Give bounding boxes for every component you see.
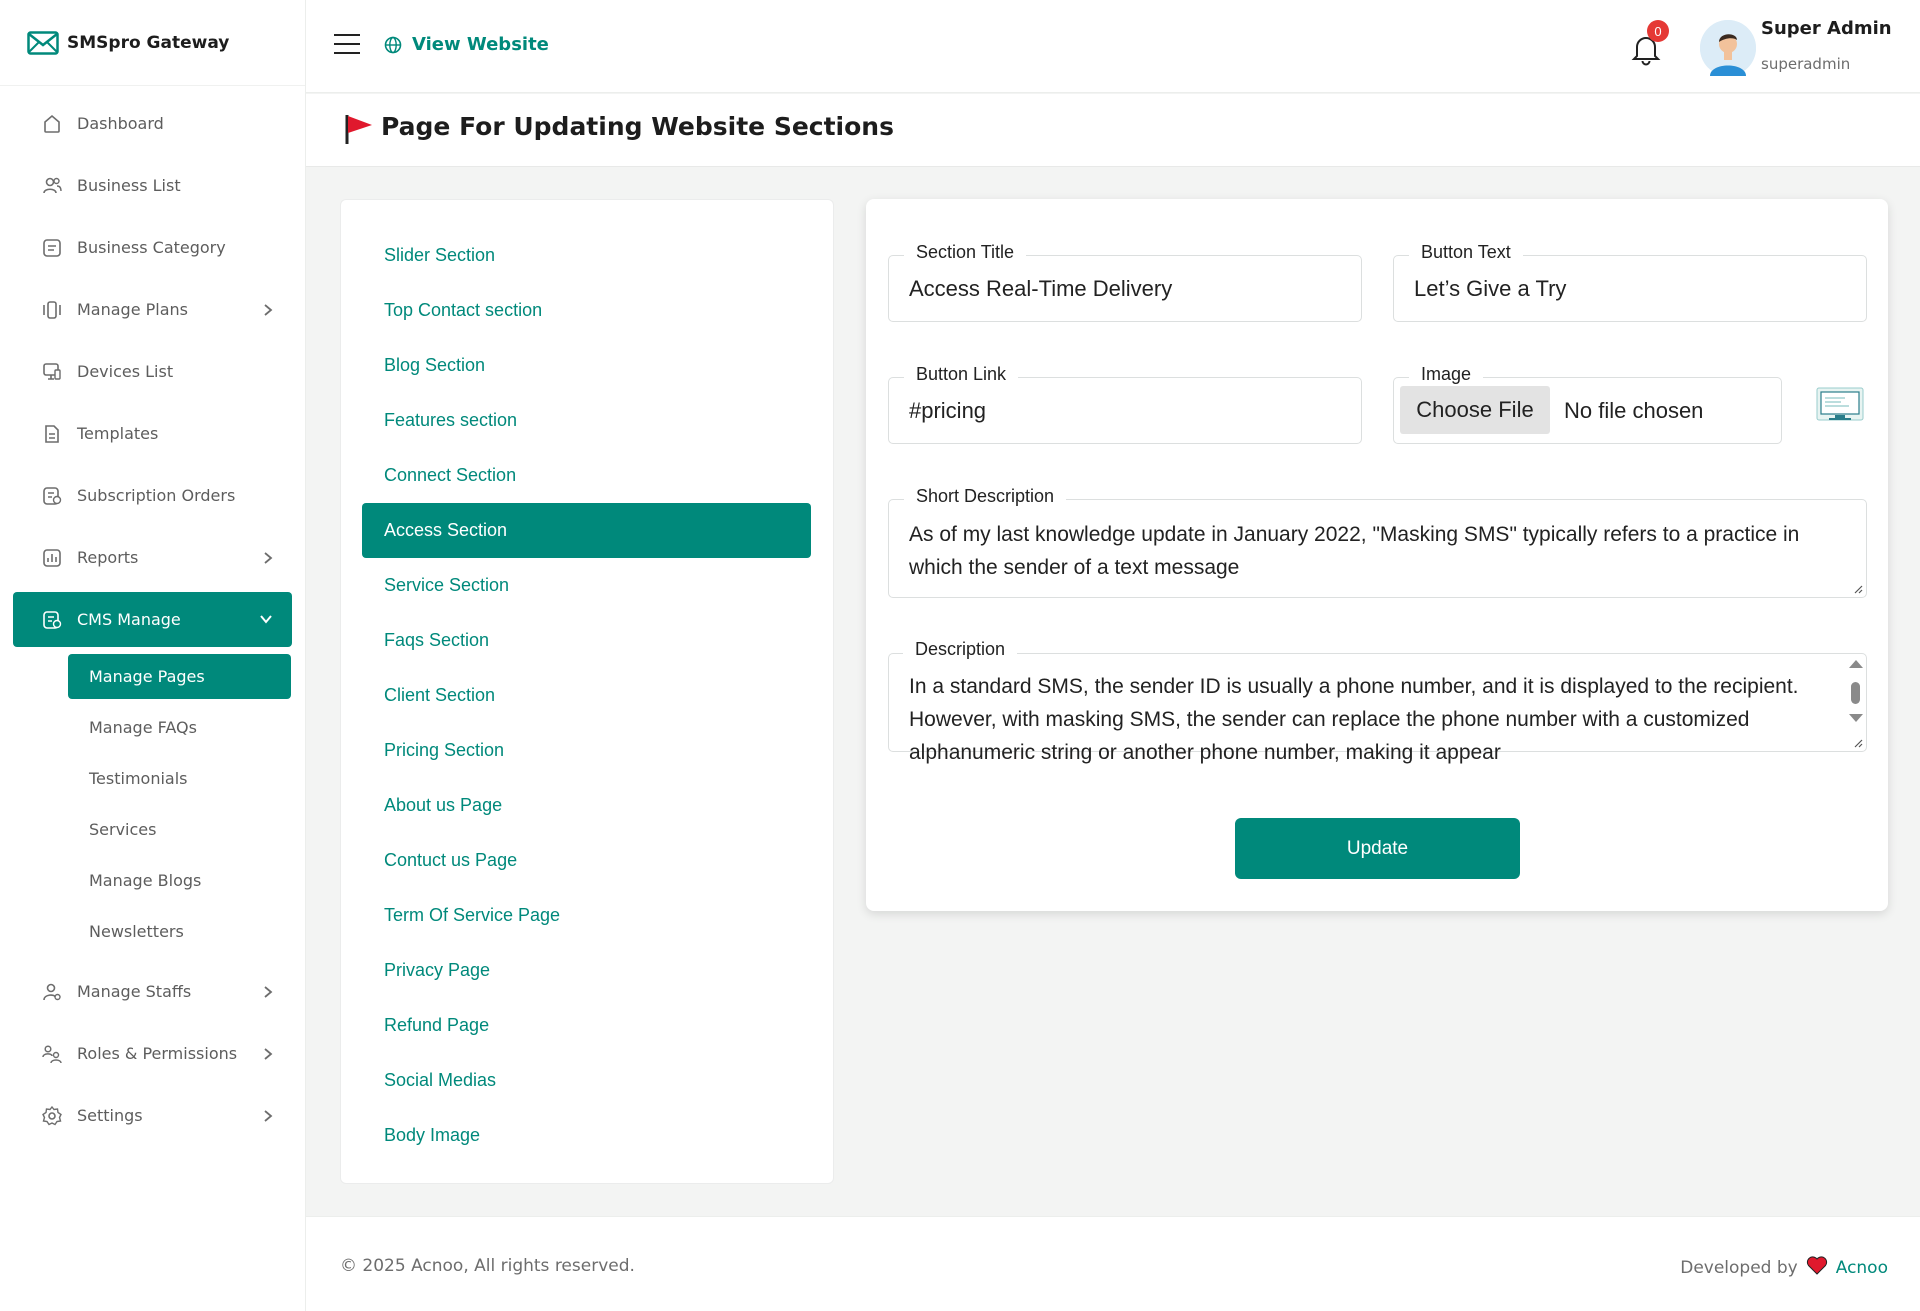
section-list — [340, 199, 834, 1184]
section-item-client[interactable]: Client Section — [384, 685, 496, 705]
roles-icon — [40, 1042, 64, 1066]
sidebar-item-label: Business Category — [77, 238, 226, 257]
sidebar-item-label: Roles & Permissions — [77, 1044, 238, 1063]
users-icon — [40, 174, 64, 198]
footer — [306, 1216, 1920, 1311]
user-role: superadmin — [1761, 55, 1851, 73]
chevron-right-icon — [262, 1108, 274, 1129]
sidebar-item-templates[interactable] — [13, 406, 292, 461]
section-item-top-contact[interactable]: Top Contact section — [384, 300, 543, 320]
section-item-pricing[interactable]: Pricing Section — [384, 740, 505, 760]
cms-icon — [40, 608, 64, 632]
sidebar-item-manage-staffs[interactable] — [13, 964, 292, 1019]
developed-by-label: Developed by — [1680, 1257, 1798, 1278]
section-title-field[interactable] — [888, 242, 1362, 322]
submenu-item-manage-pages[interactable]: Manage Pages — [68, 654, 291, 699]
gear-icon — [40, 1104, 64, 1128]
submenu-item-services[interactable]: Services — [89, 820, 157, 839]
home-icon — [40, 112, 64, 136]
section-item-refund[interactable]: Refund Page — [384, 1015, 490, 1035]
chevron-down-icon — [258, 612, 274, 631]
developed-by — [1680, 1255, 1888, 1280]
sidebar-item-subscription-orders[interactable] — [13, 468, 292, 523]
short-description-label: Short Description — [904, 486, 1066, 507]
sidebar-item-roles-permissions[interactable] — [13, 1026, 292, 1081]
image-label: Image — [1409, 364, 1483, 385]
section-edit-form — [866, 199, 1888, 911]
avatar[interactable] — [1700, 20, 1756, 76]
user-name: Super Admin — [1761, 18, 1892, 39]
resize-handle-icon[interactable] — [1853, 738, 1863, 748]
description-value: In a standard SMS, the sender ID is usually a phone number, and it is displayed to the recipient. However, with masking SMS, the sender can replace the phone number with a customized alphanumeric string or another phone number, making it appear — [909, 675, 1799, 764]
chevron-right-icon — [262, 1046, 274, 1067]
button-text-field[interactable] — [1393, 242, 1867, 322]
section-item-contact-us[interactable]: Contuct us Page — [384, 850, 518, 870]
sidebar-item-label: Business List — [77, 176, 181, 195]
devices-icon — [40, 360, 64, 384]
chevron-right-icon — [262, 302, 274, 323]
chevron-right-icon — [262, 984, 274, 1005]
resize-handle-icon[interactable] — [1853, 584, 1863, 594]
globe-icon — [384, 36, 402, 54]
heart-icon — [1806, 1255, 1828, 1280]
no-file-chosen-text: No file chosen — [1564, 398, 1704, 423]
section-item-blog[interactable]: Blog Section — [384, 355, 486, 375]
submenu-item-newsletters[interactable]: Newsletters — [89, 922, 184, 941]
button-text-label: Button Text — [1409, 242, 1523, 263]
envelope-logo-icon — [27, 31, 59, 55]
sidebar-item-label: Manage Plans — [77, 300, 189, 319]
sidebar-item-label: Subscription Orders — [77, 486, 236, 505]
hamburger-menu-icon[interactable] — [334, 34, 360, 56]
section-item-faqs[interactable]: Faqs Section — [384, 630, 490, 650]
sidebar — [0, 0, 306, 1311]
sidebar-item-label: Settings — [77, 1106, 143, 1125]
reports-icon — [40, 546, 64, 570]
sidebar-item-business-category[interactable] — [13, 220, 292, 275]
page-title: Page For Updating Website Sections — [381, 112, 894, 141]
section-item-privacy[interactable]: Privacy Page — [384, 960, 491, 980]
copyright-text: © 2025 Acnoo, All rights reserved. — [340, 1256, 635, 1276]
category-icon — [40, 236, 64, 260]
short-description-textarea[interactable] — [888, 486, 1867, 598]
section-item-social-medias[interactable]: Social Medias — [384, 1070, 497, 1090]
sidebar-item-cms-manage[interactable] — [13, 592, 292, 647]
short-description-value: As of my last knowledge update in January 2022, "Masking SMS" typically refers to a practice in which the sender of a text message — [909, 523, 1800, 579]
submenu-item-testimonials[interactable]: Testimonials — [89, 769, 188, 788]
brand-name: SMSpro Gateway — [67, 32, 230, 53]
scroll-thumb[interactable] — [1851, 682, 1860, 704]
notification-badge: 0 — [1647, 20, 1669, 42]
view-website-link[interactable] — [384, 34, 549, 55]
section-title-value: Access Real-Time Delivery — [909, 276, 1173, 301]
topbar — [306, 0, 1920, 93]
section-item-body-image[interactable]: Body Image — [384, 1125, 481, 1145]
description-textarea[interactable] — [888, 653, 1867, 764]
chevron-right-icon — [262, 550, 274, 571]
description-label: Description — [903, 639, 1017, 660]
plans-icon — [40, 298, 64, 322]
sidebar-item-reports[interactable] — [13, 530, 292, 585]
submenu-item-manage-blogs[interactable]: Manage Blogs — [89, 871, 202, 890]
cms-submenu — [0, 654, 305, 954]
sidebar-nav — [0, 86, 305, 1143]
button-link-field[interactable] — [888, 364, 1362, 444]
developer-link[interactable]: Acnoo — [1835, 1257, 1888, 1278]
scroll-up-arrow-icon[interactable] — [1849, 660, 1863, 668]
button-link-label: Button Link — [904, 364, 1018, 385]
page-header — [306, 94, 1920, 167]
section-item-about-us[interactable]: About us Page — [384, 795, 503, 815]
sidebar-item-dashboard[interactable] — [13, 96, 292, 151]
brand[interactable] — [0, 0, 305, 86]
flag-icon — [342, 112, 376, 151]
sidebar-item-label: CMS Manage — [77, 610, 181, 629]
sidebar-item-label: Manage Staffs — [77, 982, 192, 1001]
submenu-item-manage-faqs[interactable]: Manage FAQs — [89, 718, 197, 737]
sidebar-item-label: Devices List — [77, 362, 174, 381]
description-scrollbar[interactable] — [1847, 658, 1863, 737]
document-icon — [40, 422, 64, 446]
choose-file-button[interactable]: Choose File — [1400, 386, 1550, 434]
scroll-down-arrow-icon[interactable] — [1849, 714, 1863, 722]
image-file-field[interactable] — [1393, 364, 1782, 444]
image-preview-thumbnail — [1815, 384, 1865, 426]
section-item-term-of-service[interactable]: Term Of Service Page — [384, 905, 561, 925]
orders-icon — [40, 484, 64, 508]
section-item-service[interactable]: Service Section — [384, 575, 510, 595]
view-website-label: View Website — [412, 34, 549, 55]
sidebar-item-label: Templates — [77, 424, 159, 443]
button-text-value: Let’s Give a Try — [1414, 276, 1567, 301]
sidebar-item-business-list[interactable] — [13, 158, 292, 213]
section-title-label: Section Title — [904, 242, 1026, 263]
section-item-access[interactable]: Access Section — [362, 503, 811, 558]
section-item-slider[interactable]: Slider Section — [384, 245, 496, 265]
sidebar-item-devices-list[interactable] — [13, 344, 292, 399]
sidebar-item-settings[interactable] — [13, 1088, 292, 1143]
sidebar-item-manage-plans[interactable] — [13, 282, 292, 337]
section-item-features[interactable]: Features section — [384, 410, 518, 430]
button-link-value: #pricing — [909, 398, 987, 423]
section-item-connect[interactable]: Connect Section — [384, 465, 517, 485]
update-button[interactable]: Update — [1235, 818, 1520, 879]
sidebar-item-label: Reports — [77, 548, 139, 567]
sidebar-item-label: Dashboard — [77, 114, 164, 133]
staff-icon — [40, 980, 64, 1004]
